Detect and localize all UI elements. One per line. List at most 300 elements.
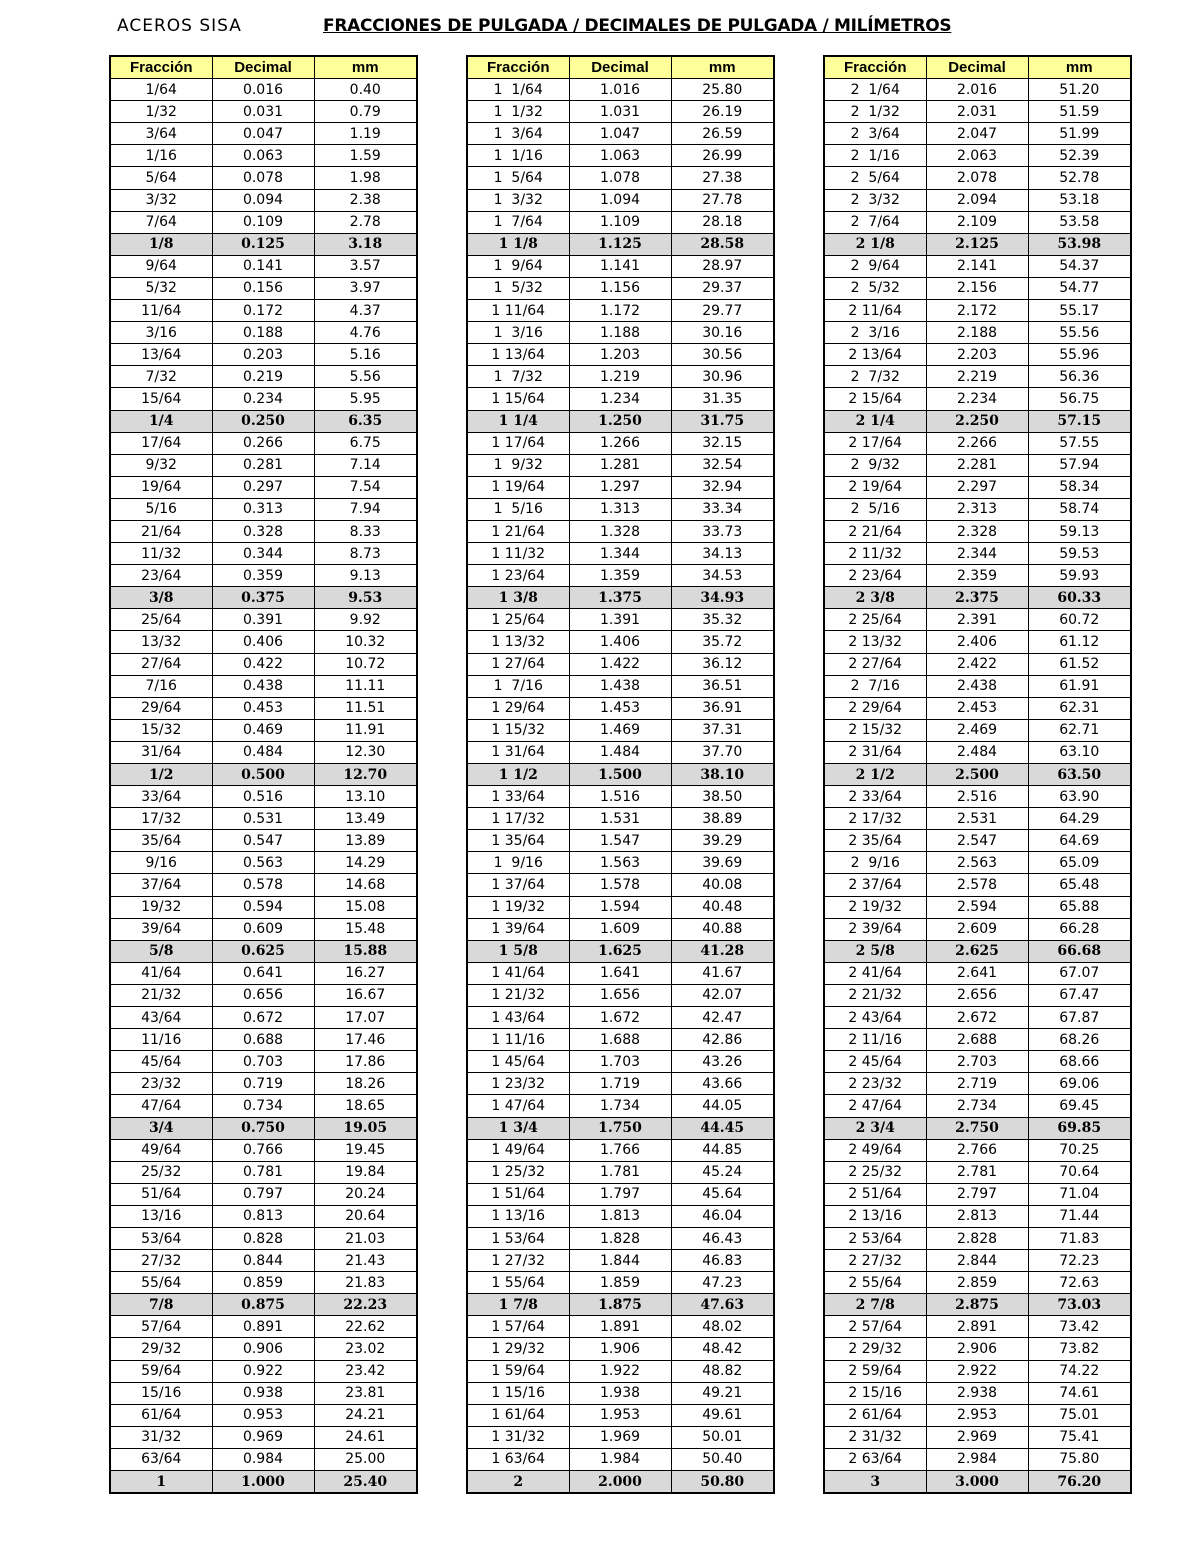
fraction-cell: 27/32 bbox=[110, 1250, 212, 1272]
decimal-cell: 1.250 bbox=[569, 410, 671, 432]
fraction-cell: 1 47/64 bbox=[467, 1095, 569, 1117]
table-row bbox=[824, 277, 1131, 299]
table-row bbox=[467, 1360, 774, 1382]
table-row bbox=[467, 1250, 774, 1272]
decimal-cell: 2.906 bbox=[926, 1338, 1028, 1360]
decimal-cell: 1.219 bbox=[569, 366, 671, 388]
decimal-cell: 2.469 bbox=[926, 719, 1028, 741]
table-row bbox=[110, 565, 417, 587]
mm-cell: 36.12 bbox=[671, 653, 774, 675]
table-row bbox=[824, 631, 1131, 653]
table-row bbox=[110, 1183, 417, 1205]
mm-cell: 25.00 bbox=[314, 1448, 417, 1470]
decimal-cell: 1.313 bbox=[569, 498, 671, 520]
mm-cell: 16.27 bbox=[314, 962, 417, 984]
table-row bbox=[467, 255, 774, 277]
fraction-cell: 1 9/64 bbox=[467, 255, 569, 277]
decimal-cell: 1.563 bbox=[569, 852, 671, 874]
fraction-cell: 3/16 bbox=[110, 322, 212, 344]
decimal-cell: 1.266 bbox=[569, 432, 671, 454]
mm-cell: 68.26 bbox=[1028, 1029, 1131, 1051]
decimal-cell: 0.094 bbox=[212, 189, 314, 211]
decimal-cell: 1.625 bbox=[569, 940, 671, 962]
mm-cell: 22.62 bbox=[314, 1316, 417, 1338]
table-row bbox=[467, 300, 774, 322]
mm-cell: 42.86 bbox=[671, 1029, 774, 1051]
decimal-cell: 2.375 bbox=[926, 587, 1028, 609]
table-row bbox=[110, 1029, 417, 1051]
decimal-cell: 2.094 bbox=[926, 189, 1028, 211]
table-row bbox=[467, 918, 774, 940]
decimal-cell: 2.625 bbox=[926, 940, 1028, 962]
mm-column-header: mm bbox=[1028, 56, 1131, 79]
decimal-cell: 0.719 bbox=[212, 1073, 314, 1095]
fraction-cell: 1 49/64 bbox=[467, 1139, 569, 1161]
mm-cell: 71.44 bbox=[1028, 1205, 1131, 1227]
table-row bbox=[110, 1051, 417, 1073]
mm-cell: 7.94 bbox=[314, 498, 417, 520]
decimal-cell: 0.266 bbox=[212, 432, 314, 454]
decimal-cell: 0.953 bbox=[212, 1404, 314, 1426]
table-row bbox=[824, 1316, 1131, 1338]
table-row bbox=[467, 764, 774, 786]
fraction-cell: 2 7/64 bbox=[824, 211, 926, 233]
decimal-cell: 0.063 bbox=[212, 145, 314, 167]
table-row bbox=[467, 432, 774, 454]
table-row bbox=[110, 1205, 417, 1227]
decimal-cell: 1.938 bbox=[569, 1382, 671, 1404]
fraction-cell: 51/64 bbox=[110, 1183, 212, 1205]
mm-cell: 14.68 bbox=[314, 874, 417, 896]
fraction-cell: 2 7/32 bbox=[824, 366, 926, 388]
table-row bbox=[824, 410, 1131, 432]
table-row bbox=[110, 1404, 417, 1426]
fraction-cell: 1 1/4 bbox=[467, 410, 569, 432]
table-row bbox=[467, 388, 774, 410]
decimal-cell: 1.844 bbox=[569, 1250, 671, 1272]
table-row bbox=[467, 1382, 774, 1404]
fraction-cell: 2 15/64 bbox=[824, 388, 926, 410]
table-row bbox=[110, 852, 417, 874]
mm-cell: 26.99 bbox=[671, 145, 774, 167]
decimal-cell: 2.359 bbox=[926, 565, 1028, 587]
table-row bbox=[824, 167, 1131, 189]
decimal-cell: 2.813 bbox=[926, 1205, 1028, 1227]
decimal-cell: 2.047 bbox=[926, 123, 1028, 145]
decimal-cell: 2.078 bbox=[926, 167, 1028, 189]
table-row bbox=[467, 786, 774, 808]
decimal-column-header: Decimal bbox=[212, 56, 314, 79]
mm-cell: 25.40 bbox=[314, 1471, 417, 1494]
fraction-cell: 13/16 bbox=[110, 1205, 212, 1227]
fraction-cell: 5/64 bbox=[110, 167, 212, 189]
fraction-cell: 1 5/64 bbox=[467, 167, 569, 189]
fraction-cell: 1 1/2 bbox=[467, 764, 569, 786]
fraction-cell: 5/8 bbox=[110, 940, 212, 962]
table-row bbox=[467, 79, 774, 101]
table-row bbox=[110, 79, 417, 101]
table-row bbox=[824, 940, 1131, 962]
mm-cell: 4.76 bbox=[314, 322, 417, 344]
decimal-cell: 0.109 bbox=[212, 211, 314, 233]
fraction-cell: 1 bbox=[110, 1471, 212, 1494]
fraction-cell: 1 29/32 bbox=[467, 1338, 569, 1360]
table-row bbox=[110, 145, 417, 167]
fraction-cell: 2 27/64 bbox=[824, 653, 926, 675]
table-row bbox=[467, 1404, 774, 1426]
table-row bbox=[824, 388, 1131, 410]
fraction-cell: 1 41/64 bbox=[467, 962, 569, 984]
decimal-cell: 2.125 bbox=[926, 233, 1028, 255]
decimal-cell: 1.609 bbox=[569, 918, 671, 940]
fraction-cell: 1 3/8 bbox=[467, 587, 569, 609]
fraction-cell: 2 15/32 bbox=[824, 719, 926, 741]
fraction-cell: 2 41/64 bbox=[824, 962, 926, 984]
mm-cell: 57.55 bbox=[1028, 432, 1131, 454]
mm-cell: 61.91 bbox=[1028, 675, 1131, 697]
mm-column-header: mm bbox=[671, 56, 774, 79]
conversion-table-0-to-1 bbox=[109, 55, 418, 1494]
decimal-cell: 1.500 bbox=[569, 764, 671, 786]
mm-cell: 26.59 bbox=[671, 123, 774, 145]
mm-cell: 17.07 bbox=[314, 1007, 417, 1029]
decimal-cell: 2.266 bbox=[926, 432, 1028, 454]
decimal-cell: 1.281 bbox=[569, 454, 671, 476]
mm-cell: 49.21 bbox=[671, 1382, 774, 1404]
fraction-cell: 2 57/64 bbox=[824, 1316, 926, 1338]
fraction-cell: 2 1/16 bbox=[824, 145, 926, 167]
table-row bbox=[467, 830, 774, 852]
decimal-cell: 0.844 bbox=[212, 1250, 314, 1272]
table-row bbox=[824, 896, 1131, 918]
decimal-cell: 0.938 bbox=[212, 1382, 314, 1404]
fraction-cell: 63/64 bbox=[110, 1448, 212, 1470]
fraction-cell: 1/2 bbox=[110, 764, 212, 786]
fraction-cell: 11/16 bbox=[110, 1029, 212, 1051]
mm-cell: 22.23 bbox=[314, 1294, 417, 1316]
fraction-cell: 1 21/64 bbox=[467, 520, 569, 542]
mm-cell: 7.54 bbox=[314, 476, 417, 498]
table-row bbox=[110, 322, 417, 344]
fraction-cell: 3/8 bbox=[110, 587, 212, 609]
decimal-cell: 0.906 bbox=[212, 1338, 314, 1360]
table-row bbox=[467, 1183, 774, 1205]
fraction-cell: 15/64 bbox=[110, 388, 212, 410]
fraction-cell: 33/64 bbox=[110, 786, 212, 808]
table-row bbox=[467, 675, 774, 697]
decimal-cell: 0.656 bbox=[212, 984, 314, 1006]
mm-cell: 53.18 bbox=[1028, 189, 1131, 211]
mm-cell: 63.50 bbox=[1028, 764, 1131, 786]
table-row bbox=[824, 1183, 1131, 1205]
mm-cell: 10.32 bbox=[314, 631, 417, 653]
mm-cell: 76.20 bbox=[1028, 1471, 1131, 1494]
mm-cell: 28.97 bbox=[671, 255, 774, 277]
mm-cell: 17.46 bbox=[314, 1029, 417, 1051]
decimal-cell: 0.406 bbox=[212, 631, 314, 653]
mm-cell: 40.48 bbox=[671, 896, 774, 918]
fraction-cell: 1 53/64 bbox=[467, 1227, 569, 1249]
mm-cell: 54.77 bbox=[1028, 277, 1131, 299]
fraction-cell: 2 37/64 bbox=[824, 874, 926, 896]
table-row bbox=[824, 322, 1131, 344]
table-row bbox=[467, 322, 774, 344]
decimal-cell: 1.656 bbox=[569, 984, 671, 1006]
mm-cell: 36.51 bbox=[671, 675, 774, 697]
table-row bbox=[824, 609, 1131, 631]
mm-cell: 38.10 bbox=[671, 764, 774, 786]
mm-cell: 3.57 bbox=[314, 255, 417, 277]
table-row bbox=[110, 1272, 417, 1294]
decimal-cell: 1.578 bbox=[569, 874, 671, 896]
table-row bbox=[824, 233, 1131, 255]
decimal-cell: 1.484 bbox=[569, 741, 671, 763]
fraction-cell: 2 1/4 bbox=[824, 410, 926, 432]
fraction-cell: 2 17/32 bbox=[824, 808, 926, 830]
fraction-cell: 1 5/32 bbox=[467, 277, 569, 299]
mm-cell: 13.49 bbox=[314, 808, 417, 830]
decimal-cell: 0.750 bbox=[212, 1117, 314, 1139]
fraction-cell: 1 37/64 bbox=[467, 874, 569, 896]
mm-cell: 27.78 bbox=[671, 189, 774, 211]
table-row bbox=[824, 653, 1131, 675]
decimal-cell: 1.375 bbox=[569, 587, 671, 609]
table-row bbox=[110, 189, 417, 211]
fraction-cell: 2 13/16 bbox=[824, 1205, 926, 1227]
mm-column-header: mm bbox=[314, 56, 417, 79]
fraction-cell: 2 9/16 bbox=[824, 852, 926, 874]
decimal-cell: 1.344 bbox=[569, 543, 671, 565]
fraction-cell: 47/64 bbox=[110, 1095, 212, 1117]
table-row bbox=[824, 1227, 1131, 1249]
mm-cell: 6.75 bbox=[314, 432, 417, 454]
mm-cell: 10.72 bbox=[314, 653, 417, 675]
table-row bbox=[467, 123, 774, 145]
table-row bbox=[824, 741, 1131, 763]
table-row bbox=[467, 1272, 774, 1294]
mm-cell: 57.94 bbox=[1028, 454, 1131, 476]
fraction-cell: 2 11/32 bbox=[824, 543, 926, 565]
table-row bbox=[110, 1338, 417, 1360]
table-row bbox=[824, 1073, 1131, 1095]
fraction-cell: 2 1/32 bbox=[824, 101, 926, 123]
fraction-cell: 21/64 bbox=[110, 520, 212, 542]
mm-cell: 61.52 bbox=[1028, 653, 1131, 675]
fraction-cell: 1 43/64 bbox=[467, 1007, 569, 1029]
mm-cell: 54.37 bbox=[1028, 255, 1131, 277]
mm-cell: 4.37 bbox=[314, 300, 417, 322]
mm-cell: 46.83 bbox=[671, 1250, 774, 1272]
mm-cell: 7.14 bbox=[314, 454, 417, 476]
mm-cell: 55.96 bbox=[1028, 344, 1131, 366]
decimal-cell: 0.453 bbox=[212, 697, 314, 719]
decimal-cell: 1.188 bbox=[569, 322, 671, 344]
table-row bbox=[110, 211, 417, 233]
decimal-cell: 2.250 bbox=[926, 410, 1028, 432]
decimal-cell: 1.063 bbox=[569, 145, 671, 167]
fraction-cell: 2 29/32 bbox=[824, 1338, 926, 1360]
mm-cell: 21.43 bbox=[314, 1250, 417, 1272]
decimal-cell: 0.672 bbox=[212, 1007, 314, 1029]
fraction-cell: 2 31/64 bbox=[824, 741, 926, 763]
mm-cell: 12.30 bbox=[314, 741, 417, 763]
table-row bbox=[824, 808, 1131, 830]
decimal-column-header: Decimal bbox=[569, 56, 671, 79]
decimal-cell: 1.750 bbox=[569, 1117, 671, 1139]
decimal-cell: 3.000 bbox=[926, 1471, 1028, 1494]
decimal-cell: 2.016 bbox=[926, 79, 1028, 101]
mm-cell: 13.10 bbox=[314, 786, 417, 808]
decimal-cell: 1.516 bbox=[569, 786, 671, 808]
table-row bbox=[824, 1250, 1131, 1272]
table-row bbox=[467, 167, 774, 189]
decimal-cell: 1.203 bbox=[569, 344, 671, 366]
table-row bbox=[110, 1139, 417, 1161]
table-row bbox=[110, 587, 417, 609]
decimal-cell: 2.438 bbox=[926, 675, 1028, 697]
decimal-cell: 2.875 bbox=[926, 1294, 1028, 1316]
mm-cell: 11.51 bbox=[314, 697, 417, 719]
decimal-cell: 2.922 bbox=[926, 1360, 1028, 1382]
table-row bbox=[467, 1051, 774, 1073]
table-row bbox=[110, 410, 417, 432]
mm-cell: 73.42 bbox=[1028, 1316, 1131, 1338]
mm-cell: 68.66 bbox=[1028, 1051, 1131, 1073]
table-row bbox=[467, 1073, 774, 1095]
mm-cell: 25.80 bbox=[671, 79, 774, 101]
decimal-cell: 0.203 bbox=[212, 344, 314, 366]
table-row bbox=[824, 1007, 1131, 1029]
mm-cell: 42.47 bbox=[671, 1007, 774, 1029]
mm-cell: 57.15 bbox=[1028, 410, 1131, 432]
table-row bbox=[824, 101, 1131, 123]
conversion-table-2-to-3 bbox=[823, 55, 1132, 1494]
decimal-cell: 1.031 bbox=[569, 101, 671, 123]
fraction-cell: 1 3/32 bbox=[467, 189, 569, 211]
mm-cell: 64.69 bbox=[1028, 830, 1131, 852]
fraction-cell: 2 3/8 bbox=[824, 587, 926, 609]
fraction-cell: 1 55/64 bbox=[467, 1272, 569, 1294]
mm-cell: 24.61 bbox=[314, 1426, 417, 1448]
fraction-cell: 1 1/8 bbox=[467, 233, 569, 255]
table-row bbox=[467, 233, 774, 255]
table-row bbox=[467, 1448, 774, 1470]
fraction-cell: 11/64 bbox=[110, 300, 212, 322]
mm-cell: 70.64 bbox=[1028, 1161, 1131, 1183]
decimal-cell: 1.359 bbox=[569, 565, 671, 587]
mm-cell: 32.15 bbox=[671, 432, 774, 454]
decimal-cell: 1.531 bbox=[569, 808, 671, 830]
fraction-cell: 15/32 bbox=[110, 719, 212, 741]
table-header-row bbox=[824, 56, 1131, 79]
decimal-cell: 2.344 bbox=[926, 543, 1028, 565]
mm-cell: 66.68 bbox=[1028, 940, 1131, 962]
decimal-cell: 1.688 bbox=[569, 1029, 671, 1051]
mm-cell: 21.03 bbox=[314, 1227, 417, 1249]
table-row bbox=[467, 697, 774, 719]
decimal-cell: 2.516 bbox=[926, 786, 1028, 808]
fraction-cell: 1 13/16 bbox=[467, 1205, 569, 1227]
decimal-cell: 0.422 bbox=[212, 653, 314, 675]
decimal-cell: 1.797 bbox=[569, 1183, 671, 1205]
mm-cell: 53.58 bbox=[1028, 211, 1131, 233]
fraction-cell: 43/64 bbox=[110, 1007, 212, 1029]
fraction-cell: 2 39/64 bbox=[824, 918, 926, 940]
table-row bbox=[824, 1117, 1131, 1139]
mm-cell: 19.84 bbox=[314, 1161, 417, 1183]
fraction-cell: 2 53/64 bbox=[824, 1227, 926, 1249]
mm-cell: 5.16 bbox=[314, 344, 417, 366]
fraction-cell: 9/32 bbox=[110, 454, 212, 476]
table-row bbox=[110, 101, 417, 123]
table-row bbox=[110, 808, 417, 830]
fraction-cell: 2 11/16 bbox=[824, 1029, 926, 1051]
mm-cell: 50.01 bbox=[671, 1426, 774, 1448]
mm-cell: 44.45 bbox=[671, 1117, 774, 1139]
decimal-cell: 2.281 bbox=[926, 454, 1028, 476]
decimal-cell: 1.297 bbox=[569, 476, 671, 498]
mm-cell: 18.26 bbox=[314, 1073, 417, 1095]
fraction-cell: 2 11/64 bbox=[824, 300, 926, 322]
table-row bbox=[110, 498, 417, 520]
mm-cell: 58.34 bbox=[1028, 476, 1131, 498]
decimal-cell: 0.313 bbox=[212, 498, 314, 520]
fraction-cell: 3/4 bbox=[110, 1117, 212, 1139]
fraction-cell: 9/64 bbox=[110, 255, 212, 277]
fraction-cell: 1 9/16 bbox=[467, 852, 569, 874]
mm-cell: 12.70 bbox=[314, 764, 417, 786]
decimal-cell: 1.891 bbox=[569, 1316, 671, 1338]
fraction-cell: 2 9/64 bbox=[824, 255, 926, 277]
decimal-cell: 2.750 bbox=[926, 1117, 1028, 1139]
decimal-cell: 0.609 bbox=[212, 918, 314, 940]
fraction-cell: 1 15/64 bbox=[467, 388, 569, 410]
fraction-cell: 1 11/32 bbox=[467, 543, 569, 565]
table-row bbox=[824, 1139, 1131, 1161]
mm-cell: 49.61 bbox=[671, 1404, 774, 1426]
decimal-cell: 2.203 bbox=[926, 344, 1028, 366]
fraction-column-header: Fracción bbox=[110, 56, 212, 79]
fraction-cell: 2 7/8 bbox=[824, 1294, 926, 1316]
fraction-cell: 2 3/16 bbox=[824, 322, 926, 344]
fraction-cell: 1 59/64 bbox=[467, 1360, 569, 1382]
fraction-cell: 1 23/64 bbox=[467, 565, 569, 587]
table-row bbox=[467, 1294, 774, 1316]
decimal-cell: 2.672 bbox=[926, 1007, 1028, 1029]
fraction-cell: 2 35/64 bbox=[824, 830, 926, 852]
table-row bbox=[110, 366, 417, 388]
decimal-cell: 2.578 bbox=[926, 874, 1028, 896]
fraction-cell: 2 49/64 bbox=[824, 1139, 926, 1161]
mm-cell: 19.45 bbox=[314, 1139, 417, 1161]
decimal-cell: 1.125 bbox=[569, 233, 671, 255]
mm-cell: 74.22 bbox=[1028, 1360, 1131, 1382]
mm-cell: 1.98 bbox=[314, 167, 417, 189]
decimal-cell: 2.453 bbox=[926, 697, 1028, 719]
decimal-cell: 1.594 bbox=[569, 896, 671, 918]
decimal-cell: 2.859 bbox=[926, 1272, 1028, 1294]
decimal-cell: 2.109 bbox=[926, 211, 1028, 233]
table-row bbox=[110, 1161, 417, 1183]
mm-cell: 65.48 bbox=[1028, 874, 1131, 896]
decimal-cell: 0.984 bbox=[212, 1448, 314, 1470]
mm-cell: 62.31 bbox=[1028, 697, 1131, 719]
table-row bbox=[110, 874, 417, 896]
fraction-cell: 1 13/64 bbox=[467, 344, 569, 366]
table-row bbox=[824, 764, 1131, 786]
table-row bbox=[467, 1338, 774, 1360]
mm-cell: 60.33 bbox=[1028, 587, 1131, 609]
